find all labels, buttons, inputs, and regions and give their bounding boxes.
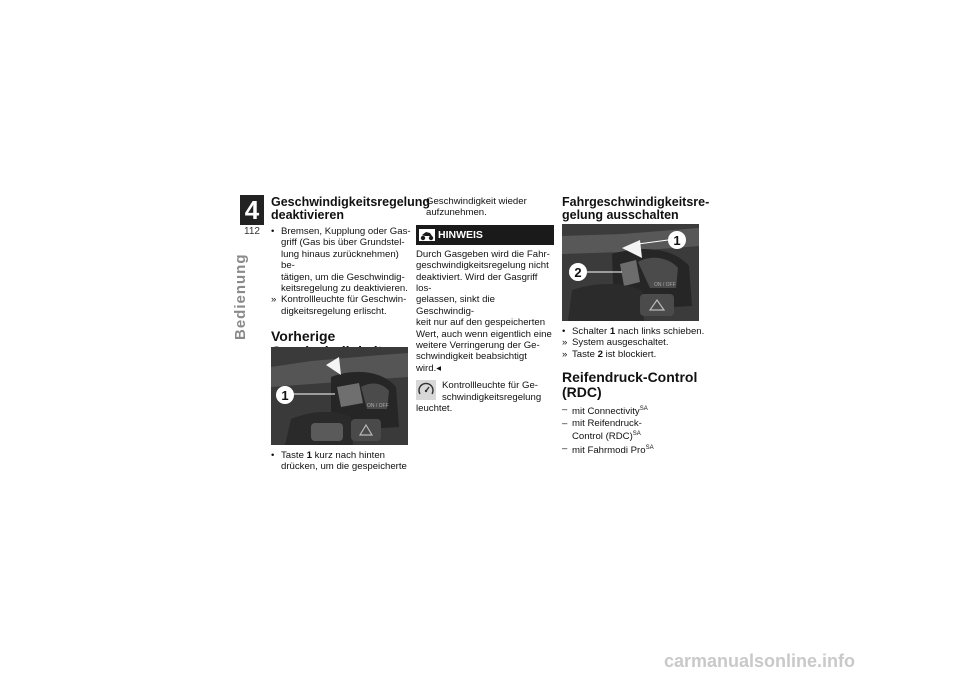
notice-line: Wert, auch wenn eigentlich eine (416, 328, 552, 340)
column-3 (562, 195, 710, 222)
heading-line: (RDC) (562, 384, 602, 401)
result-line: » System ausgeschaltet. (562, 337, 669, 349)
step-bullet: • Bremsen, Kupplung oder Gas- (271, 226, 411, 237)
indicator-line: Kontrollleuchte für Ge- (442, 380, 538, 392)
step-bullet-cont: Geschwindigkeit wieder (426, 196, 527, 207)
notice-banner (416, 225, 554, 245)
photo-callout-1: 1 (673, 233, 681, 248)
section-label: Bedienung (232, 253, 249, 340)
option-item: – mit Fahrmodi Pro$^{SA}$ (562, 442, 654, 456)
heading-line: Fahrgeschwindigkeitsre- (562, 195, 710, 209)
step-bullet-cont: aufzunehmen. (426, 207, 487, 219)
speedometer-lamp-icon (416, 380, 436, 400)
indicator-line: schwindigkeitsregelung (442, 391, 542, 403)
column-2 (416, 196, 554, 415)
step-bullet: • Schalter 1 nach links schieben. (562, 326, 705, 337)
option-item-cont: Control (RDC)$^{SA}$ (572, 431, 641, 443)
column-3-steps (562, 326, 707, 456)
result-line: » Kontrollleuchte für Geschwin- (271, 294, 407, 306)
heading-line: Vorherige (271, 328, 336, 345)
photo-handlebar-switch-1 (271, 347, 408, 445)
heading-deaktivieren: Geschwindigkeitsregelung deaktivieren (271, 195, 431, 222)
notice-line: schwindigkeit beabsichtigt wird.◂ (416, 351, 527, 374)
photo-label-onoff: ON / OFF (367, 403, 389, 409)
result-line-cont: digkeitsregelung erlischt. (281, 305, 387, 317)
column-1-step (271, 450, 411, 473)
footer-watermark: carmanualsonline.info (664, 651, 856, 671)
chapter-number: 4 (240, 195, 264, 225)
motorcycle-warning-icon (416, 225, 438, 245)
option-item: – mit Reifendruck- (562, 417, 642, 429)
notice-text (416, 249, 554, 374)
end-marker-icon: ◂ (436, 362, 442, 374)
photo-label-onoff: ON / OFF (654, 282, 676, 288)
result-line: » Taste 2 ist blockiert. (562, 348, 657, 360)
photo-handlebar-switch-2 (562, 224, 699, 321)
step-bullet-cont: keitsregelung zu deaktivieren. (281, 283, 408, 295)
indicator-line: leuchtet. (416, 403, 453, 415)
notice-line: Durch Gasgeben wird die Fahr- (416, 248, 550, 260)
indicator-note (416, 380, 554, 414)
page-number: 112 (244, 226, 260, 237)
notice-line: geschwindigkeitsregelung nicht (416, 260, 549, 272)
step-bullet-cont: griff (Gas bis über Grundstel- (281, 237, 405, 249)
step-bullet-cont: drücken, um die gespeicherte (281, 461, 407, 473)
heading-ausschalten (562, 195, 710, 222)
notice-line: gelassen, sinkt die Geschwindig- (416, 294, 495, 317)
notice-line: weitere Verringerung der Ge- (416, 340, 540, 352)
notice-label: HINWEIS (438, 228, 483, 241)
heading-line: gelung ausschalten (562, 208, 679, 222)
step-bullet-cont: lung hinaus zurücknehmen) be- (281, 248, 399, 272)
photo-callout-1: 1 (281, 388, 289, 403)
notice-line: keit nur auf den gespeicherten (416, 317, 546, 329)
step-bullet-cont: tätigen, um die Geschwindig- (281, 271, 405, 283)
step-bullet: • Taste 1 kurz nach hinten (271, 450, 386, 461)
notice-line: deaktiviert. Wird der Gasgriff los- (416, 271, 538, 295)
option-list (562, 404, 707, 456)
heading-line: Reifendruck-Control (562, 369, 698, 386)
photo-callout-2: 2 (574, 265, 582, 280)
option-item: – mit Connectivity$^{SA}$ (562, 404, 648, 418)
heading-rdc (562, 370, 707, 400)
